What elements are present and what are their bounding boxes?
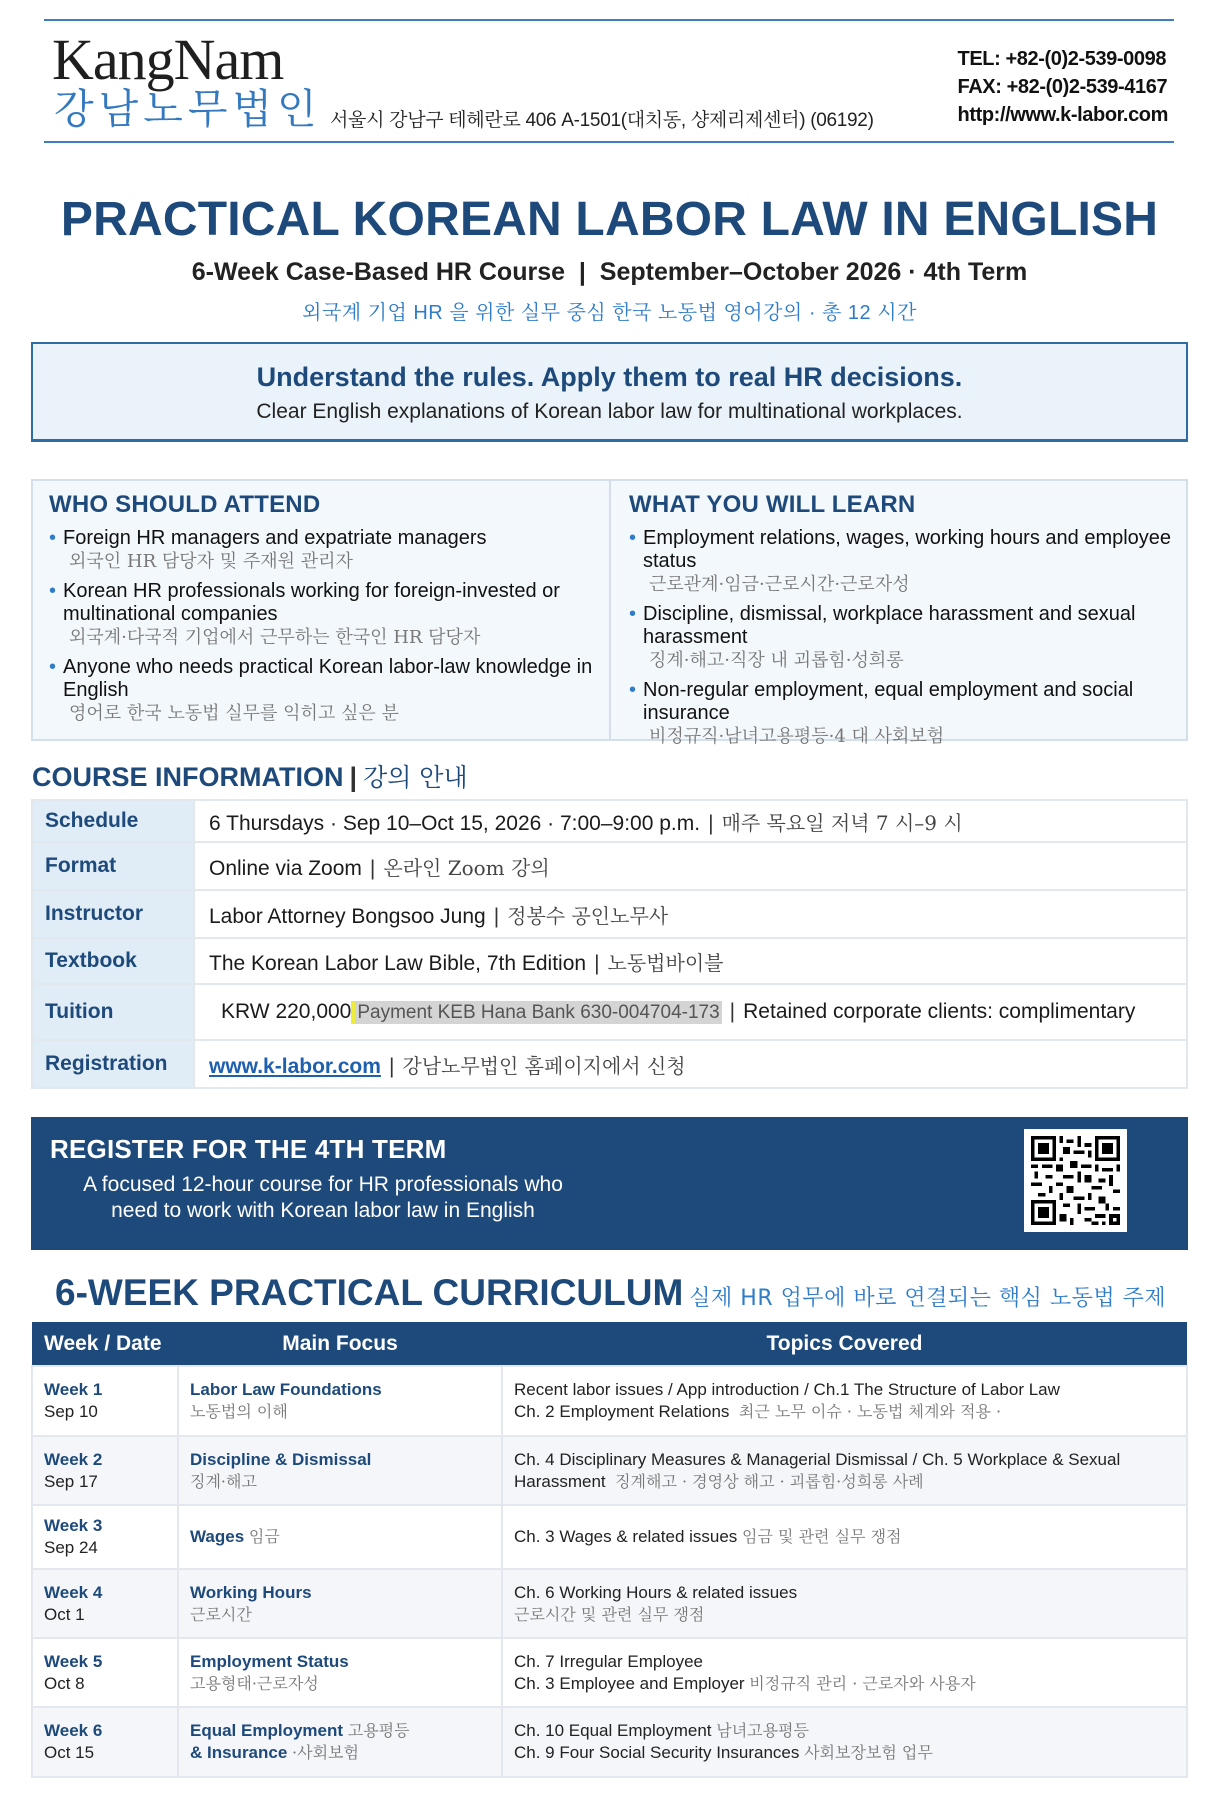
tagline-box [31,342,1188,442]
divider: | [369,856,376,880]
bullet-icon: • [629,603,637,625]
divider: | [729,1000,736,1023]
company-address: 서울시 강남구 테헤란로 406 A-1501(대치동, 샹제리제센터) (06192) [330,110,874,131]
topic-line-1: Recent labor issues / App introduction / Ch.1 The Structure of Labor Law [514,1380,1060,1399]
banner-line-1: A focused 12-hour course for HR professionals who [83,1173,563,1196]
tagline-heading: Understand the rules. Apply them to real HR decisions. [256,362,963,392]
table-row [32,1040,1187,1088]
week-label: Week 5 [44,1651,103,1671]
instructor-en: Labor Attorney Bongsoo Jung [209,904,486,928]
contact-block [958,45,1168,129]
focus-cell [178,1436,502,1505]
table-row [32,1436,1187,1505]
week-cell [32,1505,178,1569]
register-banner-title: REGISTER FOR THE 4TH TERM [50,1134,447,1164]
learn-item-ko: 비정규직·남녀고용평등·4 대 사회보험 [649,726,945,747]
curriculum-heading [55,1272,1166,1314]
divider: | [493,904,500,928]
letterhead [44,19,1174,143]
banner-line-2: need to work with Korean labor law in English [111,1199,535,1222]
attend-item-ko: 외국계·다국적 기업에서 근무하는 한국인 HR 담당자 [69,627,481,648]
format-ko: 온라인 Zoom 강의 [383,855,550,880]
bullet-icon: • [49,527,57,549]
list-item [629,527,1188,596]
divider: | [708,811,714,835]
page-subtitle: 6-Week Case-Based HR Course | September–October 2026 · 4th Term [191,258,1028,286]
table-row [32,938,1187,984]
textbook-ko: 노동법바이블 [607,950,724,975]
instructor-label: Instructor [32,890,194,938]
table-row [32,842,1187,890]
tagline-text: Clear English explanations of Korean labor law for multinational workplaces. [256,400,963,423]
instructor-value [194,890,1187,938]
focus-cell [178,1707,502,1777]
topic-line-1-ko: 임금 및 관련 실무 쟁점 [742,1527,902,1546]
textbook-label: Textbook [32,938,194,984]
focus-ko-2: ·사회보험 [292,1743,359,1762]
table-row [32,800,1187,842]
topic-line-1: Ch. 3 Wages & related issues [514,1527,738,1546]
week-date: Sep 10 [44,1402,98,1421]
focus-cell [178,1505,502,1569]
textbook-value [194,938,1187,984]
list-item [629,679,1188,748]
focus-ko: 근로시간 [190,1604,252,1624]
what-you-will-learn-panel [613,481,1188,747]
topic-line-2: Harassment [514,1471,606,1491]
week-date: Sep 24 [44,1538,98,1557]
table-row [32,1569,1187,1638]
tel-text: TEL: +82-(0)2-539-0098 [957,48,1167,70]
topics-cell [502,1366,1187,1436]
topic-line-2: Ch. 9 Four Social Security Insurances [514,1743,800,1762]
page-title: PRACTICAL KOREAN LABOR LAW IN ENGLISH [60,193,1159,246]
format-en: Online via Zoom [209,856,362,880]
topics-cell [502,1569,1187,1638]
table-row [32,890,1187,938]
focus-en: Employment Status [190,1651,349,1671]
week-cell [32,1707,178,1777]
attend-item-en: Anyone who needs practical Korean labor-law knowledge in English [63,656,593,701]
focus-en-2: & Insurance [190,1743,288,1762]
focus-cell [178,1366,502,1436]
week-cell [32,1638,178,1707]
instructor-ko: 정봉수 공인노무사 [507,903,669,928]
topic-line-1: Ch. 7 Irregular Employee [514,1651,703,1671]
column-header-topics: Topics Covered [502,1322,1187,1366]
topics-cell [502,1436,1187,1505]
schedule-label: Schedule [32,800,194,842]
topic-line-1: Ch. 10 Equal Employment [514,1721,712,1740]
tuition-price: KRW 220,000 [221,1000,352,1023]
payment-account-text: Payment KEB Hana Bank 630-004704-173 [351,1001,721,1024]
course-information-title-ko: 강의 안내 [363,763,468,792]
company-logo-en: KangNam [52,27,284,92]
format-value [194,842,1187,890]
attend-item-en: Korean HR professionals working for foreign-invested or multinational companies [63,580,560,625]
week-date: Oct 8 [44,1673,85,1693]
topic-line-2: Ch. 3 Employee and Employer [514,1673,745,1693]
textbook-en: The Korean Labor Law Bible, 7th Edition [209,951,587,975]
learn-item-ko: 징계·해고·직장 내 괴롭힘·성희롱 [649,650,904,671]
attend-list [49,527,609,725]
register-banner [31,1117,1188,1250]
table-row [32,984,1187,1040]
attend-item-en: Foreign HR managers and expatriate managers [63,527,487,549]
topic-line-2-ko: 징계해고 · 경영상 해고 · 괴롭힘·성희롱 사례 [615,1471,924,1491]
page-subtitle-ko: 외국계 기업 HR 을 위한 실무 중심 한국 노동법 영어강의 · 총 12 시간 [302,302,917,324]
table-row [32,1707,1187,1777]
topic-line-1-ko: 남녀고용평등 [716,1721,809,1740]
curriculum-table [31,1322,1188,1778]
learn-item-en [643,679,1188,725]
schedule-en: 6 Thursdays · Sep 10–Oct 15, 2026 · 7:00–9:00 p.m. [209,811,701,835]
focus-ko: 고용형태·근로자성 [190,1673,319,1693]
title-separator: | [349,762,358,792]
topics-cell [502,1505,1187,1569]
website-text[interactable]: http://www.k-labor.com [957,104,1168,126]
learn-item-en-text: Non-regular employment, equal employment and social insurance [643,679,1134,724]
course-information-heading [32,758,468,794]
week-label: Week 4 [44,1582,103,1602]
list-item [49,656,609,725]
bullet-icon: • [49,656,57,678]
week-cell [32,1569,178,1638]
company-logo-ko: 강남노무법인 [54,85,322,133]
week-cell [32,1366,178,1436]
week-cell [32,1436,178,1505]
topic-line-2-ko: 근로시간 및 관련 실무 쟁점 [514,1604,705,1624]
week-label: Week 2 [44,1449,103,1469]
focus-en: Labor Law Foundations [190,1380,382,1399]
tuition-note: Retained corporate clients: complimentary [743,1000,1136,1023]
who-should-attend-heading: WHO SHOULD ATTEND [49,491,321,518]
week-label: Week 1 [44,1380,103,1399]
registration-ko: 강남노무법인 홈페이지에서 신청 [402,1053,686,1078]
focus-ko: 징계·해고 [190,1471,257,1491]
course-information-table [31,799,1188,1089]
bullet-icon: • [49,580,57,602]
topic-line-2-ko: 비정규직 관리 · 근로자와 사용자 [749,1673,976,1693]
course-information-title: COURSE INFORMATION [32,762,344,792]
fax-text: FAX: +82-(0)2-539-4167 [957,76,1168,98]
topic-line-1: Ch. 6 Working Hours & related issues [514,1582,798,1602]
topics-cell [502,1707,1187,1777]
column-header-focus: Main Focus [178,1322,502,1366]
divider: | [594,951,600,975]
topic-line-2: Ch. 2 Employment Relations [514,1402,730,1421]
register-banner-text [73,1172,573,1224]
registration-label: Registration [32,1040,194,1088]
divider: | [388,1054,395,1078]
schedule-value [194,800,1187,842]
bullet-icon: • [629,527,637,549]
topic-line-2-ko: 사회보장보험 업무 [804,1743,933,1762]
focus-ko: 노동법의 이해 [190,1402,288,1421]
qr-code-icon[interactable] [1024,1129,1127,1232]
tuition-value [194,984,1187,1040]
focus-en: Wages [190,1527,245,1546]
week-date: Sep 17 [44,1471,98,1491]
focus-en: Discipline & Dismissal [190,1449,372,1469]
learn-list [629,527,1188,748]
table-header-row [32,1322,1187,1366]
topics-cell [502,1638,1187,1707]
learn-item-en: Employment relations, wages, working hours and employee status [643,527,1172,572]
curriculum-title: 6-WEEK PRACTICAL CURRICULUM [55,1272,684,1313]
curriculum-title-ko: 실제 HR 업무에 바로 연결되는 핵심 노동법 주제 [689,1286,1167,1311]
learn-item-ko: 근로관계·임금·근로시간·근로자성 [649,574,910,595]
what-you-will-learn-heading: WHAT YOU WILL LEARN [629,491,916,518]
format-label: Format [32,842,194,890]
learn-item-en: Discipline, dismissal, workplace harassment and sexual harassment [643,603,1136,648]
focus-cell [178,1569,502,1638]
week-label: Week 3 [44,1516,103,1535]
table-row [32,1638,1187,1707]
attend-item-ko: 외국인 HR 담당자 및 주재원 관리자 [69,551,353,572]
focus-ko: 고용평등 [347,1721,410,1740]
topic-line-2-ko: 최근 노무 이슈 · 노동법 체계와 적용 · [738,1402,1002,1421]
focus-cell [178,1638,502,1707]
focus-en: Working Hours [190,1582,312,1602]
focus-en: Equal Employment [190,1721,344,1740]
list-item [49,527,609,573]
week-date: Oct 15 [44,1743,95,1762]
bullet-icon: • [629,679,637,701]
topic-line-1: Ch. 4 Disciplinary Measures & Managerial Dismissal / Ch. 5 Workplace & Sexual [514,1449,1121,1469]
audience-and-outcomes [31,479,1188,747]
week-label: Week 6 [44,1721,103,1740]
tuition-label: Tuition [32,984,194,1040]
list-item [629,603,1188,672]
week-date: Oct 1 [44,1604,85,1624]
registration-value [194,1040,1187,1088]
table-row [32,1366,1187,1436]
column-header-week: Week / Date [32,1322,178,1366]
focus-ko: 임금 [248,1527,280,1546]
list-item [49,580,609,649]
schedule-ko: 매주 목요일 저녁 7 시–9 시 [721,810,963,835]
registration-link[interactable]: www.k-labor.com [209,1054,381,1078]
table-row [32,1505,1187,1569]
attend-item-ko: 영어로 한국 노동법 실무를 익히고 싶은 분 [69,703,399,724]
who-should-attend-panel [33,481,611,739]
